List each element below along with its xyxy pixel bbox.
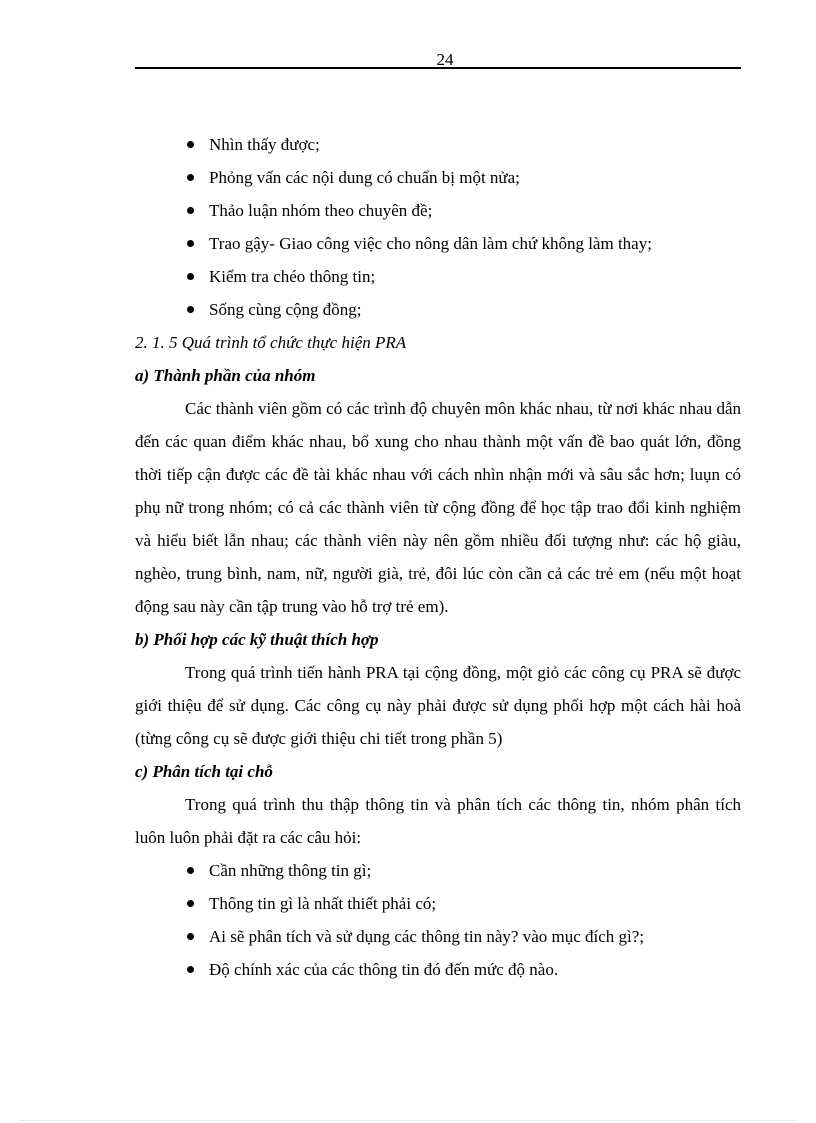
list-item-text: Thông tin gì là nhất thiết phải có; [209,894,437,913]
bullet-icon [187,900,194,907]
footer-rule [20,1120,796,1121]
list-item [135,260,741,293]
list-item-text: Độ chính xác của các thông tin đó đến mức độ nào. [209,960,559,979]
bullet-icon [187,867,194,874]
paragraph-techniques: Trong quá trình tiến hành PRA tại cộng đồng, một giỏ các công cụ PRA sẽ được giới thiệu để sử dụng. Các công cụ này phải được sử dụng phối hợp một cách hài hoà (từng công cụ sẽ được giới thiệu chi tiết trong phần 5) [135,663,741,748]
list-item-text: Sống cùng cộng đồng; [209,300,362,319]
list-item [135,854,741,887]
list-item-text: Thảo luận nhóm theo chuyên đề; [209,201,433,220]
bullet-list-questions [135,854,741,986]
subheading-onsite-analysis: c) Phân tích tại chỗ [135,762,273,781]
bullet-icon [187,273,194,280]
paragraph-onsite-analysis: Trong quá trình thu thập thông tin và phân tích các thông tin, nhóm phân tích luôn luôn phải đặt ra các câu hỏi: [135,795,741,847]
bullet-icon [187,207,194,214]
section-heading: 2. 1. 5 Quá trình tổ chức thực hiện PRA [135,333,407,352]
list-item [135,194,741,227]
list-item [135,161,741,194]
list-item-text: Ai sẽ phân tích và sử dụng các thông tin này? vào mục đích gì?; [209,927,645,946]
document-body [135,128,741,986]
bullet-icon [187,306,194,313]
list-item [135,227,741,260]
list-item-text: Cần những thông tin gì; [209,861,372,880]
subheading-techniques: b) Phối hợp các kỹ thuật thích hợp [135,630,379,649]
subheading-team-composition: a) Thành phần của nhóm [135,366,316,385]
header-rule [135,67,741,69]
bullet-list-methods [135,128,741,326]
bullet-icon [187,933,194,940]
list-item-text: Nhìn thấy được; [209,135,320,154]
bullet-icon [187,174,194,181]
list-item [135,920,741,953]
bullet-icon [187,240,194,247]
list-item-text: Trao gậy- Giao công việc cho nông dân làm chứ không làm thay; [209,234,652,253]
paragraph-team-composition: Các thành viên gồm có các trình độ chuyên môn khác nhau, từ nơi khác nhau dẫn đến các quan điểm khác nhau, bổ xung cho nhau thành một vấn đề bao quát lớn, đồng thời tiếp cận được các đề tài khác nhau với cách nhìn nhận mới và sâu sắc hơn; luụn có phụ nữ trong nhóm; có cả các thành viên từ cộng đồng để học tập trao đổi kinh nghiệm và hiểu biết lẫn nhau; các thành viên này nên gồm nhiều đối tượng như: các hộ giàu, nghèo, trung bình, nam, nữ, người già, trẻ, đôi lúc còn cần cả các trẻ em (nếu một hoạt động sau này cần tập trung vào hỗ trợ trẻ em). [135,399,741,616]
page-number: 24 [436,50,454,69]
list-item [135,293,741,326]
list-item [135,128,741,161]
list-item-text: Phỏng vấn các nội dung có chuẩn bị một nửa; [209,168,520,187]
list-item-text: Kiểm tra chéo thông tin; [209,267,376,286]
list-item [135,953,741,986]
bullet-icon [187,141,194,148]
list-item [135,887,741,920]
bullet-icon [187,966,194,973]
